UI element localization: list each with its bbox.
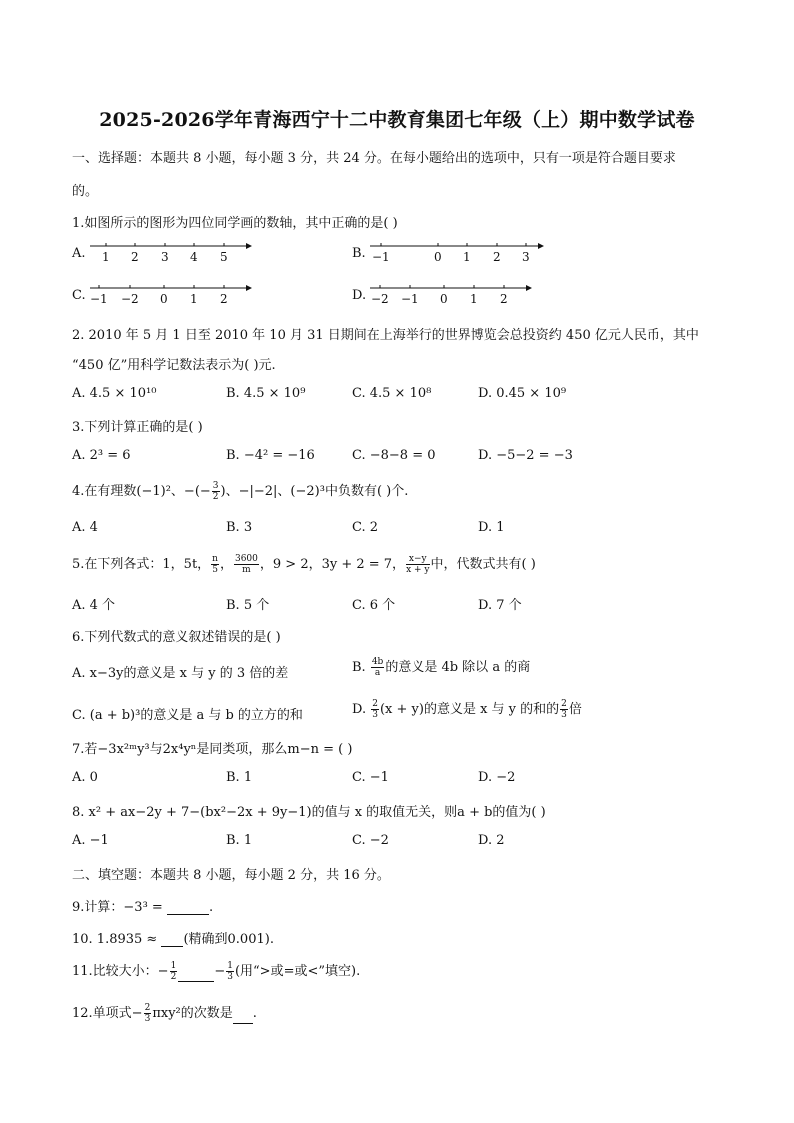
q11-f2-num: 1: [227, 961, 233, 971]
q2-option-b: B. 4.5 × 10⁹: [226, 386, 306, 401]
q6-option-b: [352, 656, 530, 678]
q5-f2-den: m: [242, 565, 251, 575]
q1c-tick-4: 1: [190, 292, 198, 306]
q5-stem-part-a: 5.在下列各式：1，5t，: [72, 557, 211, 572]
q11-fraction-1: [170, 961, 178, 982]
q1-option-a-label: A.: [72, 246, 86, 261]
q10-end: (精确到0.001).: [183, 932, 274, 947]
q11-text: 11.比较大小：−: [72, 964, 169, 979]
q6-d-frac-num: 2: [372, 699, 378, 709]
q1b-tick-2: 0: [434, 250, 442, 264]
q5-f1-den: 5: [212, 565, 218, 575]
q1a-tick-1: 1: [102, 250, 110, 264]
q5-stem-part-c: 中，代数式共有( ): [430, 557, 536, 572]
q11-minus: −: [214, 964, 226, 979]
q5-fraction-3: [406, 554, 429, 575]
q1b-tick-4: 2: [493, 250, 501, 264]
q5-stem-part-b: ，9 > 2，3y + 2 = 7，: [259, 557, 406, 572]
q8-option-c: C. −2: [352, 833, 389, 848]
q3-option-a: A. 2³ = 6: [72, 448, 131, 463]
section1-line1: 一、选择题：本题共 8 小题，每小题 3 分，共 24 分。在每小题给出的选项中，只有一项是符合题目要求: [72, 151, 676, 166]
q6-option-d-suffix: 倍: [568, 702, 582, 717]
q5-option-a: A. 4 个: [72, 598, 116, 613]
q7-option-d: D. −2: [478, 770, 516, 785]
q11-answer-blank[interactable]: [178, 981, 214, 982]
q1-option-a-number-line: [88, 238, 258, 268]
q1d-tick-5: 2: [500, 292, 508, 306]
q6-b-frac-den: a: [374, 668, 381, 678]
q6-d-frac-den: 3: [372, 710, 378, 720]
q4-frac-num: 3: [212, 481, 219, 491]
q6-option-d-label: D.: [352, 702, 367, 717]
q6-option-d-text: (x + y)的意义是 x 与 y 的和的: [379, 702, 560, 717]
q8-option-d: D. 2: [478, 833, 505, 848]
q10: [72, 928, 274, 947]
q12-text-2: πxy²的次数是: [152, 1006, 233, 1021]
q11-f1-den: 2: [170, 972, 177, 982]
q5-f2-num: 3600: [234, 554, 258, 564]
section1-heading-cont: 的。: [72, 184, 99, 199]
q1c-tick-3: 0: [160, 292, 168, 306]
q4-frac-den: 2: [212, 492, 219, 502]
q5-f1-num: n: [212, 554, 218, 564]
q4-stem-part-b: (−1)²、−(−: [136, 484, 211, 499]
q5-fraction-1: [211, 554, 219, 575]
q12-fraction: [144, 1003, 152, 1024]
q2-stem-line1: 2. 2010 年 5 月 1 日至 2010 年 10 月 31 日期间在上海举行的世界博览会总投资约 450 亿元人民币，其中: [72, 328, 699, 343]
q5-stem: 5.在下列各式：1，5t， $\frac{n}{5}$ ， $\frac{3600}{m}$ ，9 > 2，3y + 2 = 7， $\frac{x-y}{x + y}$ 中，代数式共有( ): [72, 554, 536, 575]
q1c-tick-2: −2: [121, 292, 139, 306]
q9-text: 9.计算：−3³ =: [72, 900, 167, 915]
q4-stem-part-c: )、−|−2|、(−2)³中负数有( )个.: [220, 484, 409, 499]
q9-answer-blank[interactable]: [167, 914, 209, 915]
q8-option-b: B. 1: [226, 833, 253, 848]
q1c-tick-5: 2: [220, 292, 228, 306]
q1b-tick-3: 1: [463, 250, 471, 264]
q1-option-c-number-line: [88, 280, 258, 310]
q4-option-d: D. 1: [478, 520, 505, 535]
q6-option-a: A. x−3y的意义是 x 与 y 的 3 倍的差: [72, 666, 289, 681]
q11-fraction-2: [226, 961, 234, 982]
q12-text: 12.单项式−: [72, 1006, 143, 1021]
q1d-tick-1: −2: [371, 292, 389, 306]
q1-option-c-label: C.: [72, 288, 86, 303]
q5-fraction-2: [234, 554, 259, 575]
q6-option-d-fraction-2: [560, 699, 568, 720]
q6-option-b-text: 的意义是 4b 除以 a 的商: [385, 660, 531, 675]
q1d-tick-3: 0: [440, 292, 448, 306]
q1-option-d-number-line: [368, 280, 538, 310]
q7-option-b: B. 1: [226, 770, 253, 785]
q5-option-b: B. 5 个: [226, 598, 270, 613]
q8-stem: 8. x² + ax−2y + 7−(bx²−2x + 9y−1)的值与 x 的取值无关，则a + b的值为( ): [72, 805, 546, 820]
q3-option-d: D. −5−2 = −3: [478, 448, 573, 463]
q6-option-b-label: B.: [352, 660, 366, 675]
q2-option-c: C. 4.5 × 10⁸: [352, 386, 432, 401]
q12: [72, 1002, 257, 1024]
q4-option-b: B. 3: [226, 520, 253, 535]
q10-text: 10. 1.8935 ≈: [72, 932, 162, 947]
q8-option-a: A. −1: [72, 833, 109, 848]
q6-option-c: C. (a + b)³的意义是 a 与 b 的立方的和: [72, 708, 303, 723]
q1-option-b-label: B.: [352, 246, 366, 261]
q5-f3-num: x−y: [406, 554, 429, 565]
q12-frac-num: 2: [144, 1003, 151, 1013]
q11: [72, 960, 360, 982]
q7-option-a: A. 0: [72, 770, 98, 785]
q1b-tick-5: 3: [522, 250, 530, 264]
q4-stem: [72, 480, 408, 502]
q10-answer-blank[interactable]: [161, 946, 183, 947]
q3-option-b: B. −4² = −16: [226, 448, 315, 463]
q2-stem-line2: “450 亿”用科学记数法表示为( )元.: [72, 358, 276, 373]
q9-end: .: [208, 900, 214, 915]
q2-option-d: D. 0.45 × 10⁹: [478, 386, 567, 401]
q12-answer-blank[interactable]: [233, 1023, 253, 1024]
q3-option-c: C. −8−8 = 0: [352, 448, 436, 463]
q1a-tick-5: 5: [220, 250, 228, 264]
section2-heading: 二、填空题：本题共 8 小题，每小题 2 分，共 16 分。: [72, 868, 390, 883]
q1b-tick-1: −1: [372, 250, 390, 264]
q12-end: .: [252, 1006, 257, 1021]
q6-stem: 6.下列代数式的意义叙述错误的是( ): [72, 630, 281, 645]
q1c-tick-1: −1: [90, 292, 108, 306]
q7-stem: 7.若−3x²ᵐy³与2x⁴yⁿ是同类项，那么m−n = ( ): [72, 742, 353, 757]
q1d-tick-4: 1: [470, 292, 478, 306]
page-title: 2025-2026学年青海西宁十二中教育集团七年级（上）期中数学试卷: [99, 109, 695, 131]
q6-option-d-fraction-1: [371, 699, 379, 720]
q6-d-frac2-den: 3: [561, 710, 567, 720]
q9: [72, 896, 213, 915]
q1a-tick-2: 2: [131, 250, 139, 264]
q11-f2-den: 3: [227, 972, 233, 982]
q7-option-c: C. −1: [352, 770, 389, 785]
q12-frac-den: 3: [144, 1014, 151, 1024]
q1-option-b-number-line: [368, 238, 548, 268]
section1-heading: [72, 147, 676, 166]
q11-instruction: (用“>或=或<”填空).: [234, 964, 361, 979]
q6-option-b-fraction: [371, 657, 385, 678]
q11-f1-num: 1: [170, 961, 177, 971]
q6-d-frac2-num: 2: [561, 699, 567, 709]
q5-f3-den: x + y: [406, 565, 430, 575]
q1a-tick-3: 3: [161, 250, 169, 264]
q5-option-d: D. 7 个: [478, 598, 522, 613]
q1a-tick-4: 4: [190, 250, 198, 264]
q4-option-a: A. 4: [72, 520, 98, 535]
q5-option-c: C. 6 个: [352, 598, 396, 613]
q4-option-c: C. 2: [352, 520, 379, 535]
q2-option-a: A. 4.5 × 10¹⁰: [72, 386, 157, 401]
q6-option-d: [352, 698, 582, 720]
q4-stem-part-a: 4.在有理数: [72, 484, 137, 499]
q3-stem: 3.下列计算正确的是( ): [72, 420, 203, 435]
q6-b-frac-num: 4b: [371, 657, 384, 667]
q1-stem: 1.如图所示的图形为四位同学画的数轴，其中正确的是( ): [72, 216, 398, 231]
q4-fraction: [212, 481, 220, 502]
q1-option-d-label: D.: [352, 288, 367, 303]
q1d-tick-2: −1: [401, 292, 419, 306]
